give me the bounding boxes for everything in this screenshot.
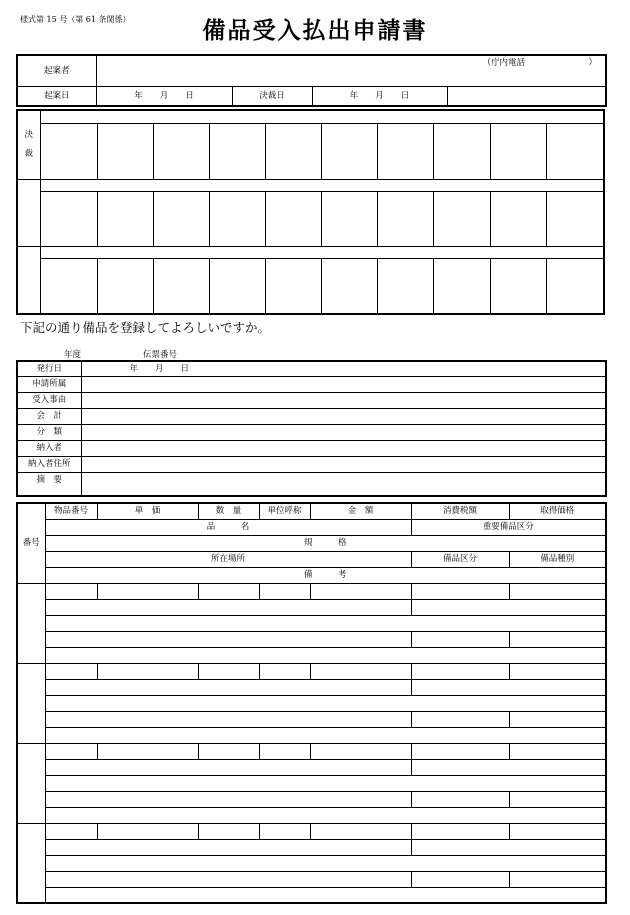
location-cell[interactable] (45, 711, 411, 727)
equipment-type-cell[interactable] (509, 711, 606, 727)
classification-label: 分 類 (17, 424, 81, 440)
approval-group-cell (17, 179, 40, 246)
page-title: 備品受入払出申請書 (202, 18, 428, 44)
remarks-cell[interactable] (45, 727, 606, 743)
equipment-type-cell[interactable] (509, 871, 606, 887)
quantity-header: 数 量 (198, 503, 259, 519)
fiscal-year-label: 年度 (64, 350, 82, 360)
important-class-cell[interactable] (411, 679, 606, 695)
quantity-cell[interactable] (198, 583, 259, 599)
important-class-header: 重要備品区分 (411, 519, 606, 535)
summary-label: 摘 要 (17, 472, 81, 496)
equipment-class-cell[interactable] (411, 631, 509, 647)
issue-date-label: 発行日 (17, 361, 81, 376)
quantity-cell[interactable] (198, 823, 259, 839)
important-class-cell[interactable] (411, 599, 606, 615)
remarks-cell[interactable] (45, 887, 606, 903)
equipment-class-header: 備品区分 (411, 551, 509, 567)
acquisition-cell[interactable] (509, 823, 606, 839)
unit-name-cell[interactable] (259, 583, 310, 599)
drafter-table (16, 54, 607, 107)
consumption-tax-header: 消費税額 (411, 503, 509, 519)
items-table (16, 502, 607, 904)
approval-title-cell[interactable] (40, 179, 604, 191)
approval-stamp-cell[interactable] (97, 191, 153, 246)
spec-cell[interactable] (45, 695, 606, 711)
approval-stamp-cell[interactable] (490, 258, 546, 314)
acquisition-cell[interactable] (509, 663, 606, 679)
phone-label: （庁内電話 (482, 58, 526, 68)
summary-field[interactable] (81, 472, 606, 496)
issue-date-field[interactable]: 年 月 日 (81, 361, 606, 376)
accounting-field[interactable] (81, 408, 606, 424)
approval-stamp-cell[interactable] (433, 258, 490, 314)
approval-title-cell[interactable] (40, 110, 604, 123)
location-cell[interactable] (45, 631, 411, 647)
item-name-cell[interactable] (45, 759, 411, 775)
approval-label (17, 110, 40, 179)
receipt-reason-label: 受入事由 (17, 392, 81, 408)
tax-cell[interactable] (411, 663, 509, 679)
supplier-label: 納入者 (17, 440, 81, 456)
unit-name-cell[interactable] (259, 663, 310, 679)
item-name-header: 品 名 (45, 519, 411, 535)
voucher-number-label: 伝票番号 (143, 350, 178, 360)
approval-stamp-cell[interactable] (97, 123, 153, 179)
supplier-address-label: 納入者住所 (17, 456, 81, 472)
equipment-type-cell[interactable] (509, 631, 606, 647)
item-number-header: 物品番号 (45, 503, 97, 519)
approval-stamp-cell[interactable] (265, 191, 321, 246)
approval-stamp-cell[interactable] (209, 123, 265, 179)
approval-stamp-cell[interactable] (321, 258, 377, 314)
phone-close: ） (588, 58, 598, 68)
approval-stamp-cell[interactable] (40, 123, 97, 179)
approval-stamp-cell[interactable] (209, 191, 265, 246)
amount-header: 金 額 (310, 503, 411, 519)
unit-name-cell[interactable] (259, 743, 310, 759)
approval-stamp-cell[interactable] (40, 191, 97, 246)
equipment-type-header: 備品種別 (509, 551, 606, 567)
info-table (16, 360, 607, 497)
spec-cell[interactable] (45, 855, 606, 871)
confirmation-statement: 下記の通り備品を登録してよろしいですか。 (20, 320, 271, 335)
amount-cell[interactable] (310, 663, 411, 679)
approval-group-cell (17, 246, 40, 314)
spec-cell[interactable] (45, 775, 606, 791)
unit-price-cell[interactable] (97, 743, 198, 759)
location-header: 所在場所 (45, 551, 411, 567)
tax-cell[interactable] (411, 583, 509, 599)
approval-label-1: 決 (24, 130, 33, 141)
unit-name-header: 単位呼称 (259, 503, 310, 519)
remarks-cell[interactable] (45, 807, 606, 823)
quantity-cell[interactable] (198, 663, 259, 679)
item-number-cell[interactable] (17, 583, 45, 663)
unit-name-cell[interactable] (259, 823, 310, 839)
supplier-address-field[interactable] (81, 456, 606, 472)
item-name-cell[interactable] (45, 839, 411, 855)
decision-date-extra[interactable] (447, 86, 606, 106)
draft-date-field[interactable]: 年 月 日 (96, 86, 232, 106)
approval-stamp-cell[interactable] (153, 191, 209, 246)
approval-stamp-cell[interactable] (546, 123, 604, 179)
department-label: 申請所属 (17, 376, 81, 392)
drafter-field[interactable] (96, 55, 606, 86)
approval-stamp-cell[interactable] (433, 123, 490, 179)
department-field[interactable] (81, 376, 606, 392)
amount-cell[interactable] (310, 823, 411, 839)
item-number-cell[interactable] (45, 823, 97, 839)
tax-cell[interactable] (411, 743, 509, 759)
approval-stamp-cell[interactable] (265, 258, 321, 314)
unit-price-cell[interactable] (97, 823, 198, 839)
classification-field[interactable] (81, 424, 606, 440)
receipt-reason-field[interactable] (81, 392, 606, 408)
approval-label-2: 裁 (24, 148, 33, 159)
location-cell[interactable] (45, 871, 411, 887)
approval-stamp-cell[interactable] (377, 123, 433, 179)
important-class-cell[interactable] (411, 759, 606, 775)
item-number-cell[interactable] (45, 743, 97, 759)
approval-stamp-cell[interactable] (209, 258, 265, 314)
item-number-cell[interactable] (17, 663, 45, 743)
approval-stamp-cell[interactable] (490, 123, 546, 179)
item-number-cell[interactable] (45, 663, 97, 679)
unit-price-cell[interactable] (97, 663, 198, 679)
decision-date-field[interactable]: 年 月 日 (312, 86, 447, 106)
quantity-cell[interactable] (198, 743, 259, 759)
decision-date-label: 決裁日 (232, 86, 312, 106)
unit-price-cell[interactable] (97, 583, 198, 599)
approval-title-cell[interactable] (40, 246, 604, 258)
equipment-class-cell[interactable] (411, 711, 509, 727)
approval-table (16, 109, 605, 315)
approval-stamp-cell[interactable] (265, 123, 321, 179)
item-number-cell[interactable] (17, 823, 45, 903)
item-number-cell[interactable] (45, 583, 97, 599)
acquisition-price-header: 取得価格 (509, 503, 606, 519)
tax-cell[interactable] (411, 823, 509, 839)
approval-stamp-cell[interactable] (377, 191, 433, 246)
acquisition-cell[interactable] (509, 583, 606, 599)
amount-cell[interactable] (310, 743, 411, 759)
approval-stamp-cell[interactable] (490, 191, 546, 246)
amount-cell[interactable] (310, 583, 411, 599)
spec-cell[interactable] (45, 615, 606, 631)
drafter-label: 起案者 (17, 55, 96, 86)
supplier-field[interactable] (81, 440, 606, 456)
remarks-header: 備 考 (45, 567, 606, 583)
approval-stamp-cell[interactable] (546, 258, 604, 314)
spec-header: 規 格 (45, 535, 606, 551)
form-code: 様式第 15 号（第 61 条関係） (20, 15, 131, 24)
approval-stamp-cell[interactable] (153, 123, 209, 179)
approval-stamp-cell[interactable] (321, 191, 377, 246)
item-name-cell[interactable] (45, 599, 411, 615)
approval-stamp-cell[interactable] (377, 258, 433, 314)
location-cell[interactable] (45, 791, 411, 807)
equipment-class-cell[interactable] (411, 871, 509, 887)
approval-stamp-cell[interactable] (153, 258, 209, 314)
unit-price-header: 単 価 (97, 503, 198, 519)
remarks-cell[interactable] (45, 647, 606, 663)
approval-stamp-cell[interactable] (321, 123, 377, 179)
approval-stamp-cell[interactable] (546, 191, 604, 246)
accounting-label: 会 計 (17, 408, 81, 424)
important-class-cell[interactable] (411, 839, 606, 855)
draft-date-label: 起案日 (17, 86, 96, 106)
item-name-cell[interactable] (45, 679, 411, 695)
approval-stamp-cell[interactable] (40, 258, 97, 314)
approval-stamp-cell[interactable] (97, 258, 153, 314)
approval-stamp-cell[interactable] (433, 191, 490, 246)
equipment-type-cell[interactable] (509, 791, 606, 807)
item-number-cell[interactable] (17, 743, 45, 823)
number-header: 番号 (17, 503, 45, 583)
acquisition-cell[interactable] (509, 743, 606, 759)
equipment-class-cell[interactable] (411, 791, 509, 807)
